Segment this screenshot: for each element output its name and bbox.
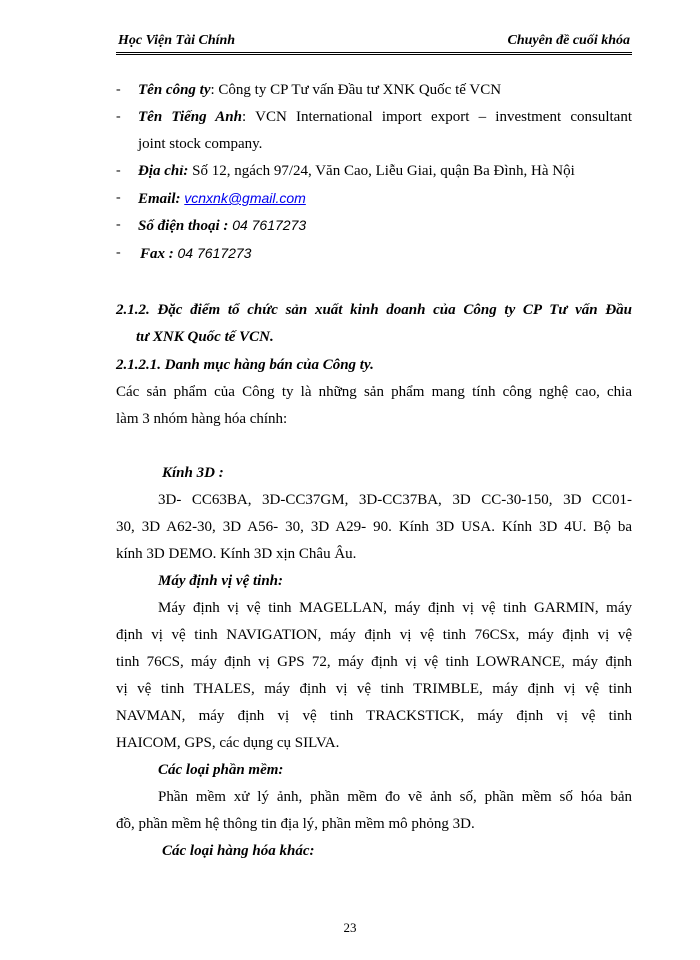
section-heading-line-1: 2.1.2. Đặc điểm tổ chức sản xuất kinh doanh của Công ty CP Tư vấn Đầu [116,302,632,318]
software-title: Các loại phần mềm: [158,762,284,778]
gps-title: Máy định vị vệ tinh: [158,573,284,589]
fax-line [140,245,251,263]
phone-value: 04 7617273 [232,217,307,233]
fax-label: Fax : [140,246,178,262]
header-institution: Học Viện Tài Chính [118,33,236,48]
other-goods-title: Các loại hàng hóa khác: [162,843,315,859]
intro-line-1: Các sản phẩm của Công ty là những sản phẩm mang tính công nghệ cao, chia [116,384,632,400]
bullet-phone: - [116,217,121,232]
glasses-line-1: 3D- CC63BA, 3D-CC37GM, 3D-CC37BA, 3D CC-30-150, 3D CC01- [158,492,632,508]
phone-line [138,217,306,235]
company-name-line [138,82,501,99]
page-header [116,30,632,55]
address-line [138,163,575,180]
bullet-address: - [116,163,121,178]
company-name-value: : Công ty CP Tư vấn Đầu tư XNK Quốc tế VCN [210,82,502,98]
bullet-company-name: - [116,82,121,97]
english-name-line-2: joint stock company. [138,136,263,152]
section-heading-line-2: tư XNK Quốc tế VCN. [136,329,274,345]
bullet-english-name: - [116,109,121,124]
address-value: Số 12, ngách 97/24, Văn Cao, Liễu Giai, quận Ba Đình, Hà Nội [188,163,575,179]
english-name-value-1: : VCN International import export – investment consultant [242,109,632,125]
software-line-1: Phần mềm xử lý ảnh, phần mềm đo vẽ ảnh số, phần mềm số hóa bản [158,789,632,805]
gps-line-4: vị vệ tinh THALES, máy định vị vệ tinh TRIMBLE, máy định vị vệ tinh [116,681,632,697]
address-label: Địa chỉ: [138,163,189,179]
email-line [138,190,306,208]
phone-label: Số điện thoại : [138,218,233,234]
page-number: 23 [343,920,357,935]
english-name-label: Tên Tiếng Anh [138,109,242,125]
bullet-email: - [116,190,121,205]
company-name-label: Tên công ty [138,82,211,98]
email-link[interactable]: vcnxnk@gmail.com [184,190,306,206]
gps-line-2: định vị vệ tinh NAVIGATION, máy định vị vệ tinh 76CSx, máy định vị vệ [116,627,632,643]
english-name-line [138,109,632,126]
software-line-2: đồ, phần mềm hệ thông tin địa lý, phần mềm mô phỏng 3D. [116,816,475,832]
glasses-line-3: kính 3D DEMO. Kính 3D xịn Châu Âu. [116,546,357,562]
glasses-line-2: 30, 3D A62-30, 3D A56- 30, 3D A29- 90. Kính 3D USA. Kính 3D 4U. Bộ ba [116,519,632,535]
email-label: Email: [138,191,185,207]
glasses-title: Kính 3D : [162,465,224,481]
gps-line-5: NAVMAN, máy định vị vệ tinh TRACKSTICK, máy định vị vệ tinh [116,708,632,724]
fax-value: 04 7617273 [177,245,252,261]
gps-line-3: tinh 76CS, máy định vị GPS 72, máy định vị vệ tinh LOWRANCE, máy định [116,654,632,670]
intro-line-2: làm 3 nhóm hàng hóa chính: [116,411,288,427]
header-report-type: Chuyên đề cuối khóa [507,33,630,48]
gps-line-1: Máy định vị vệ tinh MAGELLAN, máy định vị vệ tinh GARMIN, máy [158,600,632,616]
subsection-heading: 2.1.2.1. Danh mục hàng bán của Công ty. [116,357,374,373]
bullet-fax: - [116,245,121,260]
gps-line-6: HAICOM, GPS, các dụng cụ SILVA. [116,735,340,751]
